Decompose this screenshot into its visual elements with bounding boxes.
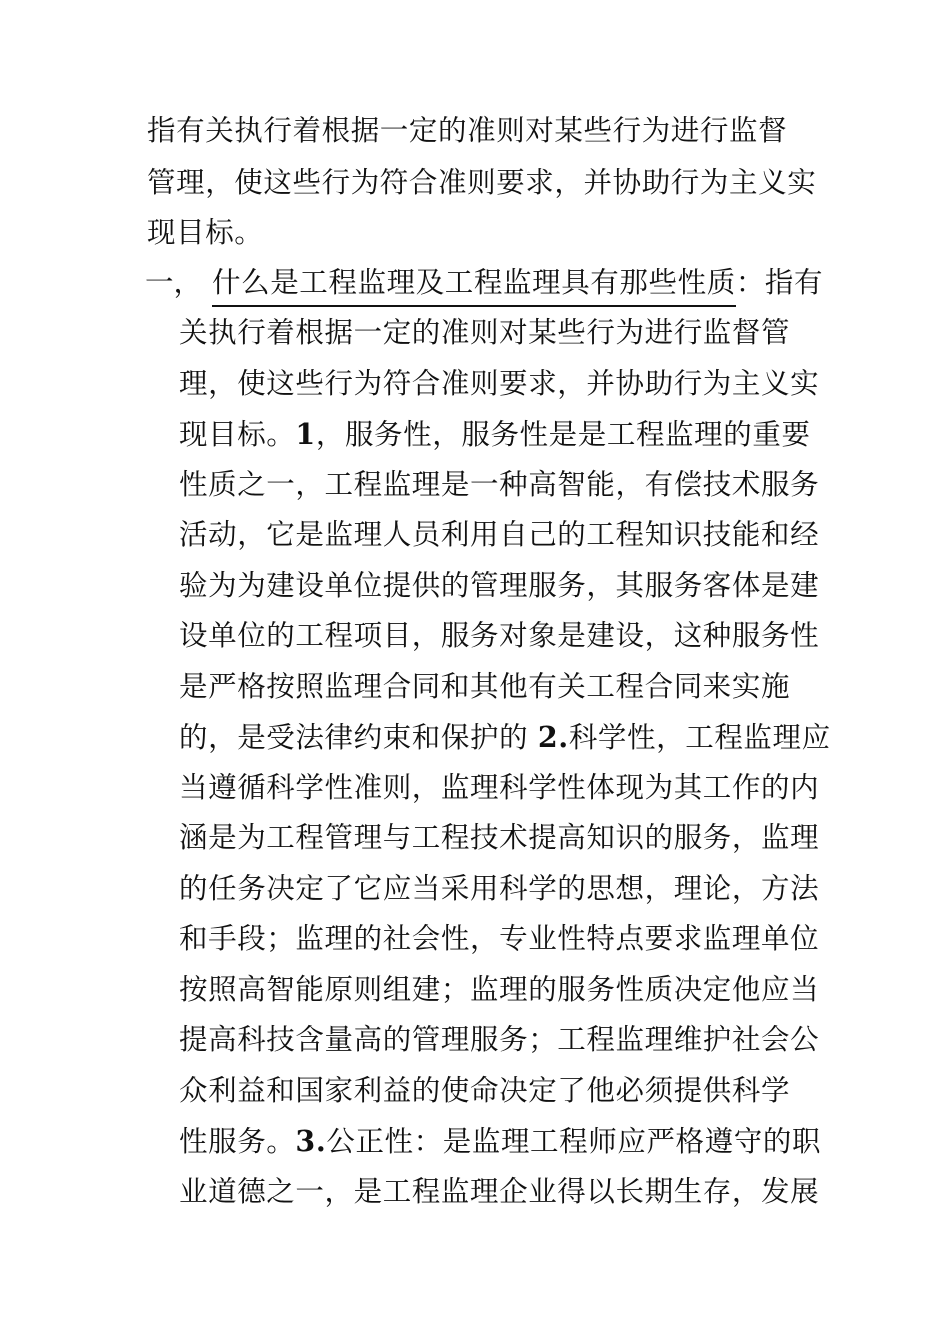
item-number: 1 <box>295 417 316 451</box>
body-text: ，服务性，服务性是是工程监理的重要 <box>315 418 811 451</box>
body-text: 按照高智能原则组建；监理的服务性质决定他应当 <box>179 973 820 1006</box>
body-text: 活动，它是监理人员利用自己的工程知识技能和经 <box>179 518 820 551</box>
body-line <box>179 1121 822 1162</box>
item-number: 2. <box>537 720 569 754</box>
body-line <box>179 1172 820 1212</box>
body-line <box>179 869 820 909</box>
body-line <box>179 717 831 758</box>
body-text: 当遵循科学性准则，监理科学性体现为其工作的内 <box>179 771 820 804</box>
item-heading-tail: ：指有 <box>735 266 824 299</box>
body-text: 的任务决定了它应当采用科学的思想，理论，方法 <box>179 872 820 905</box>
body-line <box>179 818 820 858</box>
item-heading: 什么是工程监理及工程监理具有那些性质 <box>212 263 736 307</box>
item-number: 3. <box>295 1124 327 1158</box>
body-line <box>179 970 820 1010</box>
body-line <box>179 667 807 707</box>
intro-line: 管理，使这些行为符合准则要求，并协助行为主义实 <box>147 166 817 199</box>
body-text: 设单位的工程项目，服务对象是建设，这种服务性 <box>179 619 820 652</box>
body-line <box>179 414 811 455</box>
body-line <box>179 364 820 404</box>
body-text: 理，使这些行为符合准则要求，并协助行为主义实 <box>179 367 820 400</box>
intro-line: 现目标。 <box>147 216 264 249</box>
body-line <box>179 768 820 808</box>
body-text: 是严格按照监理合同和其他有关工程合同来实施 <box>179 670 791 703</box>
body-text: 提高科技含量高的管理服务；工程监理维护社会公 <box>179 1023 820 1056</box>
body-text: 的，是受法律约束和保护的 <box>179 721 538 754</box>
body-text: 验为为建设单位提供的管理服务，其服务客体是建 <box>179 569 820 602</box>
body-text: 涵是为工程管理与工程技术提高知识的服务，监理 <box>179 821 820 854</box>
item-marker: 一， <box>145 266 203 299</box>
body-line <box>179 313 807 353</box>
body-line <box>179 1020 820 1060</box>
body-line <box>179 1071 807 1111</box>
body-text: 性质之一，工程监理是一种高智能，有偿技术服务 <box>179 468 820 501</box>
body-text: 和手段；监理的社会性，专业性特点要求监理单位 <box>179 922 820 955</box>
body-text: 关执行着根据一定的准则对某些行为进行监督管 <box>179 316 791 349</box>
body-text: 现目标。 <box>179 418 296 451</box>
body-text: 业道德之一，是工程监理企业得以长期生存，发展 <box>179 1175 820 1208</box>
body-text: 众利益和国家利益的使命决定了他必须提供科学 <box>179 1074 791 1107</box>
body-line <box>179 515 820 555</box>
item-heading-line <box>212 263 823 307</box>
body-line <box>179 919 820 959</box>
body-text: 公正性：是监理工程师应严格遵守的职 <box>326 1125 822 1158</box>
body-line <box>179 465 820 505</box>
body-text: 科学性，工程监理应 <box>568 721 831 754</box>
body-line <box>179 566 820 606</box>
body-line <box>179 616 820 656</box>
intro-line: 指有关执行着根据一定的准则对某些行为进行监督 <box>147 114 788 147</box>
body-text: 性服务。 <box>179 1125 296 1158</box>
